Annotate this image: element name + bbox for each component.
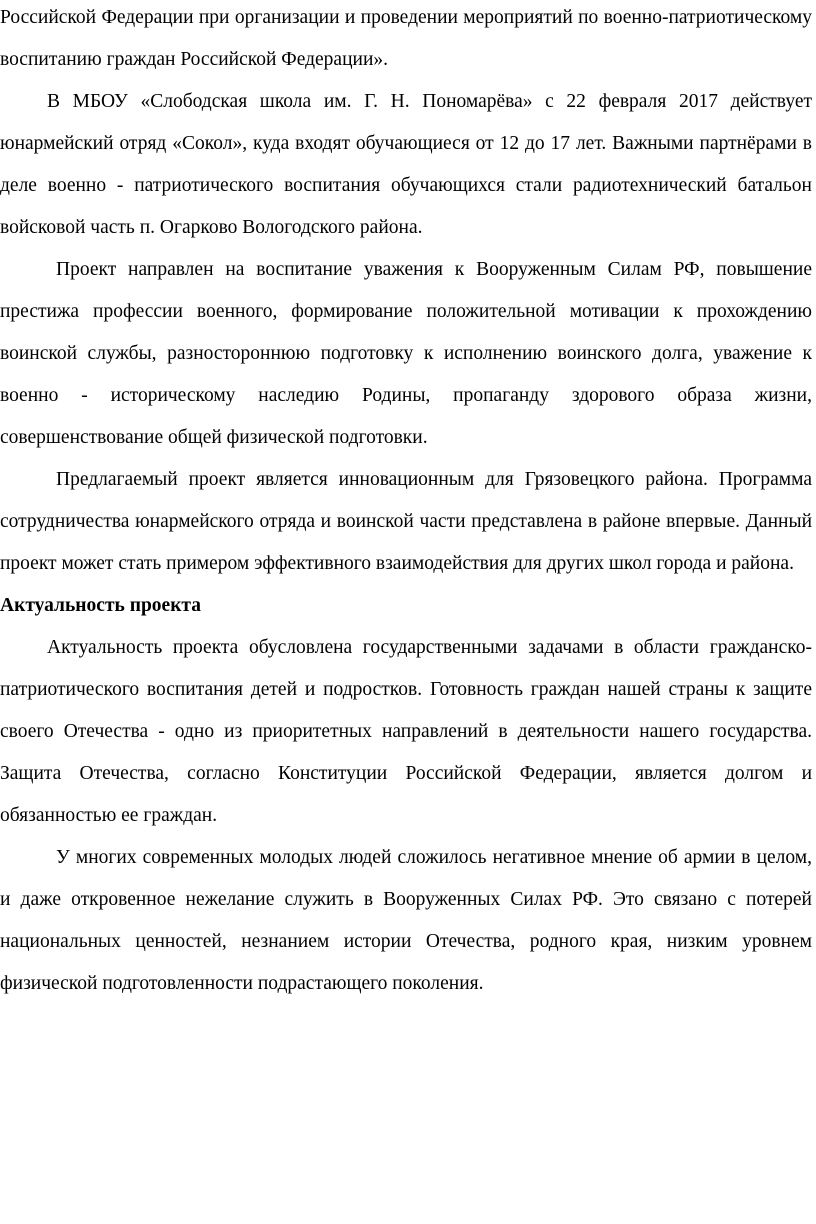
- paragraph-project-goals: Проект направлен на воспитание уважения к Вооруженным Силам РФ, повышение престижа профессии военного, формирование положительной мотивации к прохождению воинской службы, разностороннюю подготовку к исполнению воинского долга, уважение к военно - историческому наследию Родины, пропаганду здорового образа жизни, совершенствование общей физической подготовки.: [0, 259, 812, 448]
- paragraph-negative-opinion: У многих современных молодых людей сложилось негативное мнение об армии в целом, и даже откровенное нежелание служить в Вооруженных Силах РФ. Это связано с потерей национальных ценностей, незнанием истории Отечества, родного края, низким уровнем физической подготовленности подрастающего поколения.: [0, 847, 812, 994]
- paragraph-innovation: Предлагаемый проект является инновационным для Грязовецкого района. Программа сотрудничества юнармейского отряда и воинской части представлена в районе впервые. Данный проект может стать примером эффективного взаимодействия для других школ города и района.: [0, 469, 812, 574]
- paragraph-federation-continuation: Российской Федерации при организации и проведении мероприятий по военно-патриотическому воспитанию граждан Российской Федерации».: [0, 7, 812, 70]
- paragraph-relevance: Актуальность проекта обусловлена государственными задачами в области гражданско-патриотического воспитания детей и подростков. Готовность граждан нашей страны к защите своего Отечества - одно из приоритетных направлений в деятельности нашего государства. Защита Отечества, согласно Конституции Российской Федерации, является долгом и обязанностью ее граждан.: [0, 637, 812, 826]
- paragraph-school-detachment: В МБОУ «Слободская школа им. Г. Н. Пономарёва» с 22 февраля 2017 действует юнармейский отряд «Сокол», куда входят обучающиеся от 12 до 17 лет. Важными партнёрами в деле военно - патриотического воспитания обучающихся стали радиотехнический батальон войсковой часть п. Огарково Вологодского района.: [0, 91, 812, 238]
- section-heading-relevance: Актуальность проекта: [0, 595, 201, 616]
